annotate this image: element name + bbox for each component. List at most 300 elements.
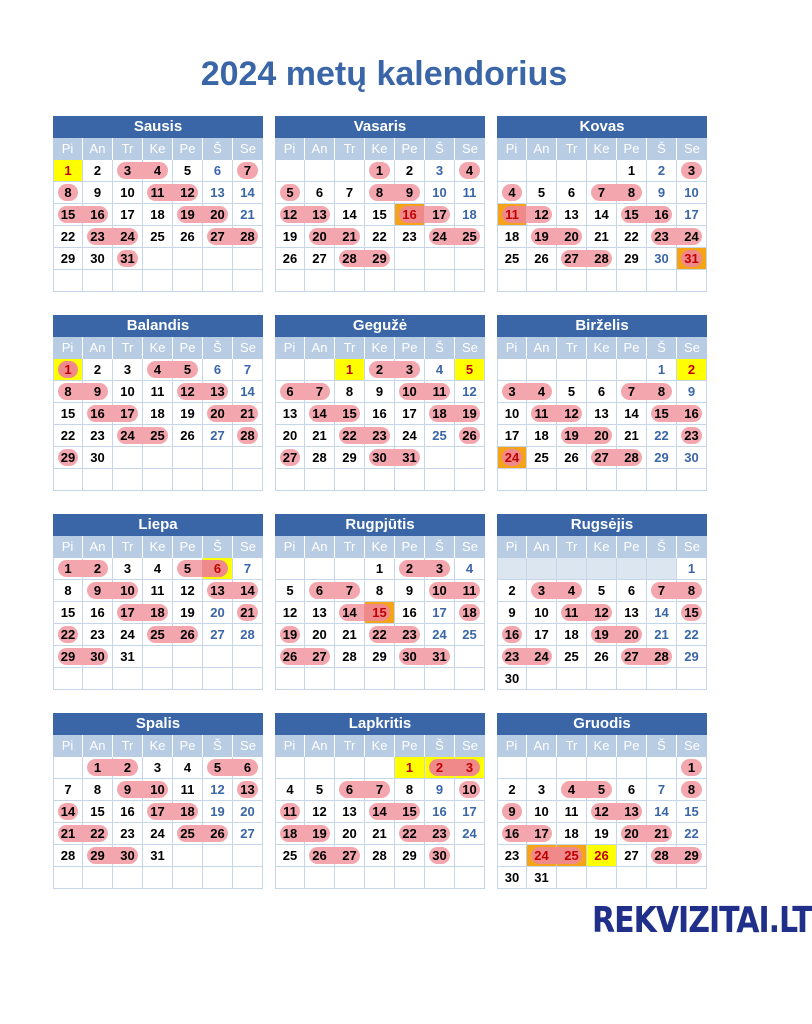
weekday-label: Š (425, 337, 455, 359)
empty-cell (365, 867, 395, 889)
weekday-label: Š (647, 138, 677, 160)
weekday-label: Tr (557, 536, 587, 558)
day-cell: 4 (425, 359, 455, 381)
empty-cell (335, 160, 365, 182)
day-cell: 2 (83, 359, 113, 381)
month-rugpjūtis (275, 514, 485, 690)
day-cell: 22 (53, 624, 83, 646)
weekday-label: Tr (113, 536, 143, 558)
empty-cell (233, 447, 263, 469)
day-cell: 30 (83, 248, 113, 270)
empty-cell (617, 469, 647, 491)
day-cell: 24 (113, 226, 143, 248)
weekday-label: Ke (143, 337, 173, 359)
day-cell: 2 (83, 160, 113, 182)
empty-cell (617, 359, 647, 381)
day-cell: 8 (677, 580, 707, 602)
weekday-header (275, 138, 485, 160)
weekday-label: Pi (53, 337, 83, 359)
day-cell: 31 (677, 248, 707, 270)
day-cell: 13 (203, 182, 233, 204)
month-days (275, 160, 485, 292)
day-cell: 24 (527, 646, 557, 668)
day-cell: 8 (83, 779, 113, 801)
month-liepa (53, 514, 263, 690)
day-cell: 3 (425, 160, 455, 182)
empty-cell (83, 270, 113, 292)
day-cell: 28 (233, 624, 263, 646)
weekday-label: Pe (173, 536, 203, 558)
month-title: Gruodis (497, 713, 707, 735)
day-cell: 3 (527, 779, 557, 801)
day-cell: 4 (143, 359, 173, 381)
day-cell: 17 (527, 624, 557, 646)
empty-cell (425, 867, 455, 889)
day-cell: 18 (143, 204, 173, 226)
empty-cell (395, 270, 425, 292)
weekday-label: Pe (617, 536, 647, 558)
day-cell: 16 (83, 204, 113, 226)
day-cell: 30 (497, 867, 527, 889)
weekday-label: Se (462, 141, 478, 156)
weekday-label: Tr (113, 337, 143, 359)
day-cell: 21 (233, 403, 263, 425)
weekday-label: Pe (617, 337, 647, 359)
day-cell: 31 (113, 646, 143, 668)
day-cell: 23 (113, 823, 143, 845)
empty-cell (455, 668, 485, 690)
empty-cell (425, 447, 455, 469)
empty-cell (647, 270, 677, 292)
day-cell: 24 (395, 425, 425, 447)
empty-cell (425, 668, 455, 690)
weekday-label: Ke (365, 337, 395, 359)
day-cell: 30 (113, 845, 143, 867)
day-cell: 30 (425, 845, 455, 867)
day-cell: 17 (113, 602, 143, 624)
day-cell: 8 (395, 779, 425, 801)
day-cell: 28 (587, 248, 617, 270)
weekday-label: Pi (497, 536, 527, 558)
empty-cell (617, 270, 647, 292)
day-cell: 4 (497, 182, 527, 204)
day-cell: 11 (557, 801, 587, 823)
day-cell: 27 (335, 845, 365, 867)
empty-cell (275, 469, 305, 491)
day-cell: 27 (557, 248, 587, 270)
day-cell: 27 (233, 823, 263, 845)
empty-cell (527, 757, 557, 779)
day-cell: 25 (173, 823, 203, 845)
day-cell: 20 (203, 403, 233, 425)
day-cell: 5 (203, 757, 233, 779)
weekday-label: Se (462, 738, 478, 753)
day-cell: 22 (617, 226, 647, 248)
empty-cell (143, 668, 173, 690)
weekday-header (497, 536, 707, 558)
weekday-label: Tr (557, 138, 587, 160)
day-cell: 24 (677, 226, 707, 248)
empty-cell (587, 160, 617, 182)
weekday-label: Ke (587, 138, 617, 160)
empty-cell (497, 757, 527, 779)
empty-cell (647, 558, 677, 580)
empty-cell (527, 359, 557, 381)
day-cell: 27 (617, 646, 647, 668)
empty-cell (53, 270, 83, 292)
weekday-label: An (83, 337, 113, 359)
day-cell: 2 (365, 359, 395, 381)
day-cell: 13 (617, 602, 647, 624)
day-cell: 10 (143, 779, 173, 801)
weekday-label: Š (203, 735, 233, 757)
day-cell: 9 (395, 182, 425, 204)
day-cell: 16 (365, 403, 395, 425)
day-cell: 24 (425, 624, 455, 646)
day-cell: 6 (617, 580, 647, 602)
day-cell: 18 (497, 226, 527, 248)
empty-cell (455, 646, 485, 668)
empty-cell (275, 270, 305, 292)
day-cell: 5 (587, 779, 617, 801)
weekday-label: Pe (617, 138, 647, 160)
weekday-header (53, 735, 263, 757)
day-cell: 11 (143, 182, 173, 204)
day-cell: 7 (617, 381, 647, 403)
day-cell: 23 (497, 845, 527, 867)
empty-cell (113, 867, 143, 889)
weekday-label: Tr (335, 337, 365, 359)
day-cell: 5 (173, 558, 203, 580)
day-cell: 23 (365, 425, 395, 447)
empty-cell (233, 646, 263, 668)
empty-cell (335, 757, 365, 779)
month-title: Sausis (53, 116, 263, 138)
day-cell: 10 (395, 381, 425, 403)
weekday-label: Pi (497, 138, 527, 160)
weekday-label: Š (425, 536, 455, 558)
day-cell: 15 (647, 403, 677, 425)
weekday-label: Š (203, 138, 233, 160)
day-cell: 10 (527, 602, 557, 624)
day-cell: 22 (677, 624, 707, 646)
empty-cell (203, 270, 233, 292)
day-cell: 14 (53, 801, 83, 823)
empty-cell (455, 845, 485, 867)
empty-cell (203, 867, 233, 889)
empty-cell (587, 668, 617, 690)
day-cell: 7 (233, 160, 263, 182)
day-cell: 16 (83, 602, 113, 624)
empty-cell (677, 867, 707, 889)
empty-cell (527, 668, 557, 690)
day-cell: 25 (275, 845, 305, 867)
day-cell: 14 (335, 602, 365, 624)
day-cell: 18 (173, 801, 203, 823)
empty-cell (173, 469, 203, 491)
day-cell: 27 (203, 425, 233, 447)
weekday-label: Ke (143, 138, 173, 160)
empty-cell (305, 668, 335, 690)
day-cell: 26 (527, 248, 557, 270)
day-cell: 12 (557, 403, 587, 425)
weekday-label: Ke (365, 536, 395, 558)
empty-cell (335, 469, 365, 491)
weekday-header (497, 138, 707, 160)
empty-cell (53, 668, 83, 690)
day-cell: 5 (173, 359, 203, 381)
day-cell: 26 (173, 226, 203, 248)
day-cell: 21 (365, 823, 395, 845)
day-cell: 23 (647, 226, 677, 248)
month-days (53, 160, 263, 292)
day-cell: 9 (83, 381, 113, 403)
weekday-label: Pe (173, 735, 203, 757)
weekday-label: An (527, 337, 557, 359)
day-cell: 24 (497, 447, 527, 469)
day-cell: 15 (365, 204, 395, 226)
day-cell: 3 (113, 558, 143, 580)
day-cell: 10 (425, 182, 455, 204)
day-cell: 20 (203, 204, 233, 226)
day-cell: 13 (203, 580, 233, 602)
empty-cell (365, 469, 395, 491)
empty-cell (527, 558, 557, 580)
day-cell: 18 (557, 823, 587, 845)
weekday-label: Ke (587, 536, 617, 558)
weekday-label: Š (203, 536, 233, 558)
day-cell: 17 (677, 204, 707, 226)
day-cell: 6 (557, 182, 587, 204)
day-cell: 5 (557, 381, 587, 403)
empty-cell (497, 270, 527, 292)
day-cell: 27 (203, 226, 233, 248)
day-cell: 14 (233, 182, 263, 204)
day-cell: 31 (395, 447, 425, 469)
empty-cell (173, 646, 203, 668)
empty-cell (497, 558, 527, 580)
day-cell: 3 (455, 757, 485, 779)
empty-cell (455, 867, 485, 889)
month-days (275, 757, 485, 889)
weekday-label: Pi (275, 536, 305, 558)
day-cell: 15 (53, 602, 83, 624)
day-cell: 20 (335, 823, 365, 845)
day-cell: 3 (395, 359, 425, 381)
day-cell: 20 (587, 425, 617, 447)
day-cell: 29 (677, 845, 707, 867)
day-cell: 29 (365, 248, 395, 270)
weekday-label: An (305, 536, 335, 558)
day-cell: 16 (677, 403, 707, 425)
weekday-label: Pi (275, 735, 305, 757)
month-gegužė (275, 315, 485, 491)
day-cell: 20 (275, 425, 305, 447)
day-cell: 22 (677, 823, 707, 845)
day-cell: 17 (395, 403, 425, 425)
day-cell: 9 (395, 580, 425, 602)
day-cell: 13 (203, 381, 233, 403)
day-cell: 26 (173, 624, 203, 646)
day-cell: 8 (53, 182, 83, 204)
day-cell: 13 (617, 801, 647, 823)
empty-cell (275, 668, 305, 690)
empty-cell (275, 359, 305, 381)
empty-cell (275, 160, 305, 182)
month-days (497, 160, 707, 292)
day-cell: 17 (113, 403, 143, 425)
empty-cell (587, 757, 617, 779)
day-cell: 13 (587, 403, 617, 425)
empty-cell (83, 668, 113, 690)
month-title: Lapkritis (275, 713, 485, 735)
day-cell: 30 (365, 447, 395, 469)
month-lapkritis (275, 713, 485, 889)
empty-cell (53, 757, 83, 779)
month-title: Kovas (497, 116, 707, 138)
day-cell: 22 (335, 425, 365, 447)
day-cell: 9 (83, 182, 113, 204)
empty-cell (143, 646, 173, 668)
day-cell: 29 (365, 646, 395, 668)
day-cell: 2 (677, 359, 707, 381)
empty-cell (233, 469, 263, 491)
day-cell: 1 (365, 558, 395, 580)
month-days (53, 359, 263, 491)
brand-logo: REKVIZITAI.LT (592, 899, 812, 942)
day-cell: 10 (425, 580, 455, 602)
day-cell: 25 (557, 845, 587, 867)
day-cell: 31 (527, 867, 557, 889)
day-cell: 24 (113, 425, 143, 447)
day-cell: 9 (497, 602, 527, 624)
day-cell: 28 (647, 845, 677, 867)
empty-cell (335, 867, 365, 889)
day-cell: 26 (173, 425, 203, 447)
month-title: Rugpjūtis (275, 514, 485, 536)
day-cell: 23 (83, 624, 113, 646)
day-cell: 31 (425, 646, 455, 668)
day-cell: 12 (455, 381, 485, 403)
day-cell: 1 (335, 359, 365, 381)
day-cell: 8 (677, 779, 707, 801)
day-cell: 17 (425, 204, 455, 226)
day-cell: 3 (497, 381, 527, 403)
day-cell: 18 (557, 624, 587, 646)
weekday-label: An (527, 536, 557, 558)
day-cell: 16 (395, 204, 425, 226)
day-cell: 1 (53, 359, 83, 381)
weekday-label: Ke (365, 138, 395, 160)
day-cell: 3 (677, 160, 707, 182)
day-cell: 12 (275, 602, 305, 624)
weekday-header (53, 138, 263, 160)
month-sausis (53, 116, 263, 292)
empty-cell (203, 668, 233, 690)
day-cell: 13 (275, 403, 305, 425)
day-cell: 8 (53, 580, 83, 602)
day-cell: 11 (455, 182, 485, 204)
day-cell: 25 (425, 425, 455, 447)
weekday-label: Pi (275, 337, 305, 359)
day-cell: 4 (527, 381, 557, 403)
day-cell: 5 (527, 182, 557, 204)
day-cell: 13 (233, 779, 263, 801)
empty-cell (233, 668, 263, 690)
weekday-label: Pe (395, 735, 425, 757)
day-cell: 28 (233, 425, 263, 447)
day-cell: 4 (275, 779, 305, 801)
day-cell: 3 (113, 359, 143, 381)
day-cell: 31 (113, 248, 143, 270)
day-cell: 19 (305, 823, 335, 845)
day-cell: 21 (335, 624, 365, 646)
month-title: Rugsėjis (497, 514, 707, 536)
day-cell: 10 (497, 403, 527, 425)
weekday-label: Se (684, 141, 700, 156)
day-cell: 15 (617, 204, 647, 226)
day-cell: 11 (527, 403, 557, 425)
day-cell: 24 (425, 226, 455, 248)
day-cell: 3 (113, 160, 143, 182)
weekday-label: Š (203, 337, 233, 359)
day-cell: 27 (617, 845, 647, 867)
day-cell: 6 (203, 558, 233, 580)
day-cell: 19 (557, 425, 587, 447)
weekday-label: Pe (395, 138, 425, 160)
day-cell: 15 (677, 602, 707, 624)
day-cell: 7 (233, 359, 263, 381)
day-cell: 12 (305, 801, 335, 823)
month-days (53, 757, 263, 889)
day-cell: 17 (497, 425, 527, 447)
day-cell: 30 (497, 668, 527, 690)
weekday-label: Se (684, 539, 700, 554)
day-cell: 17 (113, 204, 143, 226)
month-days (497, 359, 707, 491)
empty-cell (275, 867, 305, 889)
day-cell: 12 (203, 779, 233, 801)
empty-cell (557, 558, 587, 580)
day-cell: 17 (455, 801, 485, 823)
day-cell: 14 (647, 801, 677, 823)
page-title: 2024 metų kalendorius (200, 55, 568, 93)
weekday-label: Š (647, 337, 677, 359)
empty-cell (647, 668, 677, 690)
empty-cell (425, 248, 455, 270)
day-cell: 7 (335, 580, 365, 602)
day-cell: 31 (143, 845, 173, 867)
empty-cell (305, 558, 335, 580)
day-cell: 22 (647, 425, 677, 447)
weekday-label: An (305, 138, 335, 160)
day-cell: 13 (335, 801, 365, 823)
day-cell: 3 (143, 757, 173, 779)
day-cell: 18 (527, 425, 557, 447)
day-cell: 24 (455, 823, 485, 845)
day-cell: 1 (365, 160, 395, 182)
day-cell: 12 (587, 602, 617, 624)
empty-cell (83, 867, 113, 889)
month-days (497, 558, 707, 690)
day-cell: 26 (305, 845, 335, 867)
day-cell: 8 (53, 381, 83, 403)
weekday-label: Tr (113, 735, 143, 757)
weekday-label: Tr (113, 138, 143, 160)
weekday-label: Pe (395, 536, 425, 558)
day-cell: 6 (587, 381, 617, 403)
day-cell: 19 (203, 801, 233, 823)
